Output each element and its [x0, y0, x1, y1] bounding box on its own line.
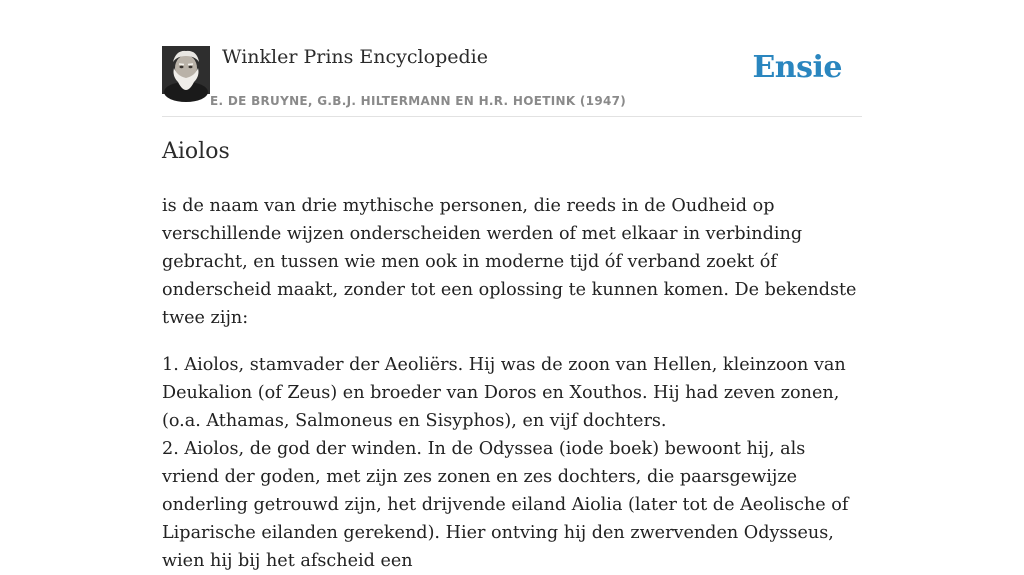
source-header — [162, 44, 862, 117]
article-title: Aiolos — [162, 139, 230, 164]
source-authors: E. DE BRUYNE, G.B.J. HILTERMANN EN H.R. HOETINK (1947) — [210, 94, 627, 108]
article-intro: is de naam van drie mythische personen, die reeds in de Oudheid op verschillende wijzen onderscheiden werden of met elkaar in verbinding gebracht, en tussen wie men ook in moderne tijd óf verband zoekt óf onderscheid maakt, zonder tot een oplossing te kunnen komen. De bekendste twee zijn: — [162, 196, 857, 328]
source-title[interactable]: Winkler Prins Encyclopedie — [222, 46, 488, 68]
list-item: 1. Aiolos, stamvader der Aeoliërs. Hij was de zoon van Hellen, kleinzoon van Deukalion (of Zeus) en broeder van Doros en Xouthos. Hij had zeven zonen, (o.a. Athamas, Salmoneus en Sisyphos), en vijf dochters. — [162, 355, 846, 431]
author-avatar[interactable] — [162, 46, 210, 94]
article-body — [162, 192, 867, 575]
ensie-logo[interactable]: Ensie — [752, 50, 842, 85]
list-item: 2. Aiolos, de god der winden. In de Odyssea (iode boek) bewoont hij, als vriend der goden, met zijn zes zonen en zes dochters, die paarsgewijze onderling getrouwd zijn, het drijvende eiland Aiolia (later tot de Aeolische of Liparische eilanden gerekend). Hier ontving hij den zwervenden Odysseus, wien hij bij het afscheid een — [162, 439, 849, 571]
portrait-icon — [162, 46, 210, 94]
